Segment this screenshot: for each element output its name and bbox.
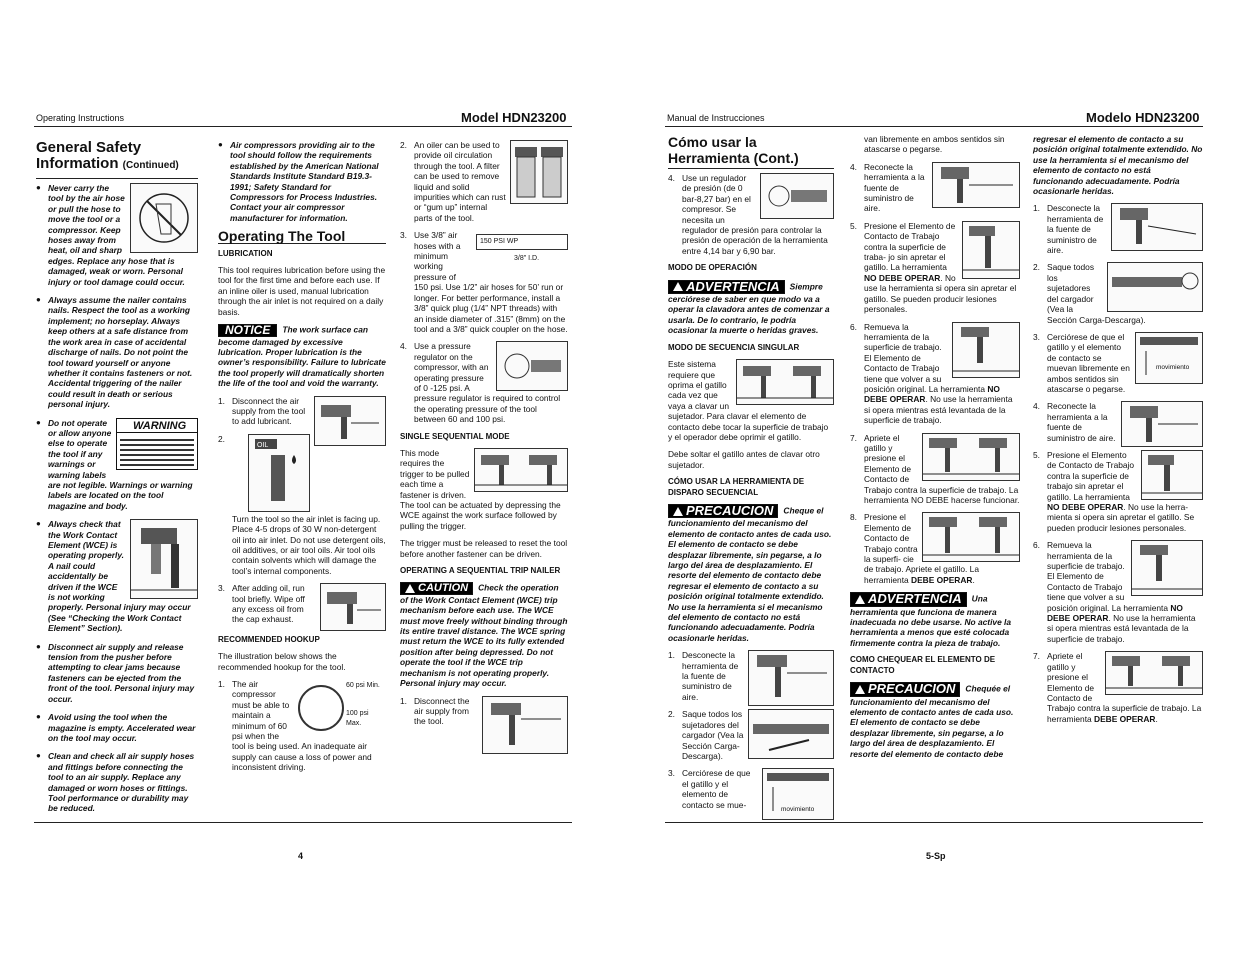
hookup-heading: RECOMMENDED HOOKUP (218, 634, 320, 644)
run-tool-figure (320, 583, 386, 631)
right-column-2 (850, 134, 1020, 766)
gauge-icon (298, 685, 344, 731)
caution-signal-label: CAUTION (400, 582, 473, 594)
notice-block: NOTICE The work surface can become damaged by excessive lubrication. Proper lubrication is the owner’s responsibility. Failure to lubricate the tool properly will dramatically shorten the life of the tool and void the warranty. (218, 323, 386, 389)
precaucion-continued: regresar el elemento de contacto a su posición original totalmente extendido. No use la herramienta si el mecanismo del elemento de contacto no está funcionando adecuadamente. Podría ocasionarle heridas. (1033, 134, 1203, 197)
como-chequear-heading: COMO CHEQUEAR EL ELEMENTO DE CONTACTO (850, 655, 996, 675)
general-safety-title: General Safety Information (Continued) (36, 139, 179, 172)
trigger-release-paragraph: The trigger must be released to reset the tool before another fastener can be driven. (400, 538, 568, 559)
movimiento-figure-1: movimiento (762, 768, 834, 820)
lubrication-heading: LUBRICATION (218, 248, 273, 258)
advertencia-signal-label: ADVERTENCIA (850, 592, 967, 606)
alert-triangle-icon (855, 595, 865, 604)
left-column-3 (400, 140, 568, 756)
remueva-step-6: 6. Remueva la herramienta de la superficie de trabajo. El Elemento de Contacto de Trabajo tiene que volver a su posición original. La herramienta NO DEBE OPERAR. No use la herramienta si opera mientras está levantada de la superficie de trabajo. (850, 322, 1020, 426)
desconecte-figure-2 (1111, 203, 1203, 251)
left-bottom-rule (34, 822, 572, 823)
single-sequential-paragraph: This mode requires the trigger to be pulled each time a fastener is driven. The tool can be actuated by depressing the WCE against the work surface followed by pulling the trigger. (400, 448, 568, 531)
hookup-step-3: 3. 150 PSI WP 3/8" I.D. Use 3/8” air hoses with a minimum working pressure of 150 psi. Use 1/2” air hoses for 50’ run or longer. For better performance, install a 3/8” quick plug (1/4” NPT threads) with an inside diameter of .315” (8mm) on the tool and a 3/8” quick coupler on the hose. (400, 230, 568, 334)
presione-step-5: 5. Presione el Elemento de Contacto de Trabajo contra la superficie de traba- jo sin apretar el gatillo. La herramienta NO DEBE OPERAR. No use la herramienta si opera sin apretar el gatillo. Se pueden producir lesiones personales. (850, 221, 1020, 315)
como-usar-secuencial-heading: CÓMO USAR LA HERRAMIENTA DE DISPARO SECUENCIAL (668, 477, 805, 497)
right-column-3 (1033, 134, 1203, 731)
saque-step-e2: 2. Saque todos los sujetadores del cargador (Vea la Sección Carga-Descarga). (1033, 262, 1203, 324)
cargador-figure (748, 709, 834, 759)
lubrication-paragraph: This tool requires lubrication before using the tool for the first time and before each use. If an inline oiler is used, manual lubrication through the air inlet is not required on a daily basis. (218, 265, 386, 317)
reconecte-step-e4: 4. Reconecte la herramienta a la fuente de suministro de aire. (1033, 401, 1203, 443)
warning-label-figure: ● WARNING (116, 418, 198, 470)
left-page-number: 4 (298, 851, 304, 861)
precaucion-block-1: PRECAUCION Cheque el funcionamiento del mecanismo del elemento de contacto antes de cada uso. El elemento de contacto se debe desplazar libremente, sin pegarse, a lo largo del área de desplazamiento. El resorte del elemento de contacto debe regresar el elemento de contacto a su posición original totalmente extendido. No use la herramienta si el mecanismo del elemento de contacto no está funcionando adecuadamente. Podría ocasionarle heridas. (668, 502, 832, 643)
soltar-gatillo-paragraph: Debe soltar el gatillo antes de clavar otro sujetador. (668, 449, 820, 470)
safety-bullet-2: ● Always assume the nailer contains nails. Respect the tool as a working implement; no horseplay. Always keep others at a safe distance from the work area in case of accidental discharge of nails. Do not point the tool toward yourself or anyone whether it contains fasteners or not. Accidental triggering of the nailer could result in death or serious personal injury. (36, 295, 198, 409)
desconecte-figure (748, 650, 834, 706)
oil-drops-figure: OIL (248, 434, 310, 512)
caution-block: CAUTION Check the operation of the Work Contact Element (WCE) trip mechanism before each use. The WCE must move freely without binding through its entire travel distance. The WCE spring must return the WCE to its fully extended position after being depressed. Do not operate the tool if the WCE trip mechanism is not operating properly. Personal injury may occur. (400, 582, 568, 689)
safety-bullet-4: ● Always check that the Work Contact Element (WCE) is operating properly. A nail could accidentally be driven if the WCE is not working properly. Personal injury may occur (See “Checking the Work Contact Element” Section). (36, 519, 198, 633)
alert-triangle-icon (120, 420, 130, 429)
reconecte-figure (932, 162, 1020, 208)
sequential-mode-figure (474, 448, 568, 492)
cerciorese-step-e3: 3. movimiento Cerciórese de que el gatillo y el elemento de contacto se muevan libremente en ambos sentidos sin atascarse o pegarse. (1033, 332, 1203, 394)
safety-bullet-1: ● Never carry the tool by the air hose or pull the hose to move the tool or a compressor. Keep hoses away from heat, oil and sharp edges. Replace any hose that is damaged, weak or worn. Personal injury or tool damage could occur. (36, 183, 198, 287)
regulador-figure (760, 173, 834, 219)
advertencia-block-1: ADVERTENCIA Siempre cerciórese de saber en que modo va a operar la clavadora antes de comenzar a usarla. De lo contrario, le podría ocasionar la muerte o heridas graves. (668, 278, 830, 336)
right-header-left: Manual de Instrucciones (667, 113, 765, 123)
presione-figure (962, 221, 1020, 279)
notice-signal-label: NOTICE (218, 324, 277, 336)
right-top-rule (665, 126, 1203, 127)
alert-triangle-icon (405, 584, 415, 593)
hookup-step-4: 4. Use a pressure regulator on the compressor, with an operating pressure of 0 -125 psi. A pressure regulator is required to control the operating pressure of the tool between 60 and 100 psi. (400, 341, 568, 424)
apriete-step-e7: 7. Apriete el gatillo y presione el Elemento de Contacto de Trabajo contra la superficie de trabajo. La herramienta DEBE OPERAR. (1033, 651, 1202, 724)
desconecte-step-1: 1. Desconecte la herramienta de la fuente de suministro de aire. (668, 650, 834, 702)
air-hose-figure: 150 PSI WP 3/8" I.D. (476, 230, 568, 274)
lub-step-3: 3. After adding oil, run tool briefly. Wipe off any excess oil from the cap exhaust. (218, 583, 386, 625)
safety-bullet-3: ● WARNING Do not operate or allow anyone else to operate the tool if any warnings or warning labels are not legible. Warnings or warning labels are located on the tool magazine and body. (36, 418, 198, 512)
precaucion-signal-label: PRECAUCION (668, 504, 778, 518)
compressor-standard-bullet: ● Air compressors providing air to the tool should follow the requirements established by the American National Standards Institute Standard B19.3-1991; Safety Standard for Compressors for Process Industries. Contact your air compressor manufacturer for information. (218, 140, 386, 223)
remueva-figure-2 (1131, 540, 1203, 596)
hookup-step-2: 2. An oiler can be used to provide oil circulation through the tool. A filter can be used to remove liquid and solid impurities which can rust or “gum up” internal parts of the tool. (400, 140, 568, 223)
movimiento-figure-2: movimiento (1135, 332, 1203, 384)
left-header-left: Operating Instructions (36, 113, 125, 123)
left-header-right: Model HDN23200 (461, 110, 567, 125)
disconnect-air-figure (482, 696, 568, 754)
pressure-gauge-figure: 60 psi Min. 100 psi Max. (294, 679, 386, 737)
safety-bullet-6: ● Avoid using the tool when the magazine is empty. Accelerated wear on the tool may occur. (36, 712, 198, 743)
hookup-paragraph: The illustration below shows the recommended hookup for the tool. (218, 651, 346, 672)
apriete-figure (922, 433, 1020, 481)
reconecte-step-4: 4. Reconecte la herramienta a la fuente de suministro de aire. (850, 162, 1020, 214)
hookup-step-1: 1. 60 psi Min. 100 psi Max. The air compressor must be able to maintain a minimum of 60 psi when the tool is being used. An inadequate air supply can cause a loss of power and inconsistent driving. (218, 679, 386, 773)
precaucion-block-2: PRECAUCION Chequée el funcionamiento del mecanismo del elemento de contacto antes de cada uso. El elemento de contacto se debe desplazar libremente, sin pegarse, a lo largo del área de desplazamiento. El resorte del elemento de contacto debe (850, 681, 1014, 759)
advertencia-signal-label: ADVERTENCIA (668, 280, 785, 294)
como-usar-title: Cómo usar la Herramienta (Cont.) (668, 134, 834, 169)
operating-sequential-heading: OPERATING A SEQUENTIAL TRIP NAILER (400, 566, 561, 576)
remueva-figure (952, 322, 1020, 378)
secuencia-singular-heading: MODO DE SECUENCIA SINGULAR (668, 342, 800, 352)
left-column-1 (36, 140, 198, 822)
precaucion-signal-label: PRECAUCION (850, 682, 960, 696)
apriete-step-7: 7. Apriete el gatillo y presione el Elemento de Contacto de Trabajo contra la superficie de trabajo. La herramienta NO DEBE hacerse funcionar. (850, 432, 1020, 505)
modo-operacion-heading: MODO DE OPERACIÓN (668, 263, 757, 273)
safety-bullet-7: ● Clean and check all air supply hoses and fittings before connecting the tool to an air supply. Replace any damaged or worn hoses or fittings. Tool performance or durability may be reduced. (36, 751, 198, 813)
remueva-step-e6: 6. Remueva la herramienta de la superficie de trabajo. El Elemento de Contacto de Trabajo tiene que volver a su posición original. La herramienta NO DEBE OPERAR. No use la herramienta si opera mientras está levantada de la superficie de trabajo. (1033, 540, 1203, 644)
single-sequential-heading: SINGLE SEQUENTIAL MODE (400, 431, 510, 441)
secuencia-paragraph: Este sistema requiere que oprima el gatillo cada vez que vaya a clavar un sujetador. Para clavar el elemento de contacto debe tocar la superficie de trabajo y el operador debe oprimir el gatillo. (668, 359, 834, 442)
cargador-figure-2 (1107, 262, 1203, 312)
presione-step-e5: 5. Presione el Elemento de Contacto de Trabajo contra la superficie de trabajo sin apretar el gatillo. La herramienta NO DEBE OPERAR. No use la herra-mienta si opera sin apretar el gatillo. Se pueden producir lesiones personales. (1033, 450, 1203, 533)
apriete-figure-2 (1105, 651, 1203, 695)
advertencia-block-2: ADVERTENCIA Una herramienta que funciona de manera inadecuada no debe usarse. No active la herramienta a menos que esté colocada firmemente contra la pieza de trabajo. (850, 591, 1012, 648)
alert-triangle-icon (855, 685, 865, 694)
cerciorese-step-3: 3. movimiento Cerciórese de que el gatillo y el elemento de contacto se mue- (668, 768, 834, 810)
right-page-number: 5-Sp (926, 851, 946, 861)
presione-apriete-figure (922, 512, 1020, 562)
left-column-2 (218, 140, 386, 780)
saque-step-2: 2. Saque todos los sujetadores del cargador (Vea la Sección Carga-Descarga). (668, 709, 834, 761)
secuencia-figure (736, 359, 834, 405)
lub-step-2: 2. OIL Turn the tool so the air inlet is facing up. Place 4-5 drops of 30 W non-detergent oil into air inlet. Do not use detergent oils, oil additives, or air tool oils. Air tool oils contain solvents which will damage the tool’s internal components. (218, 433, 386, 576)
alert-triangle-icon (673, 282, 683, 291)
safety-bullet-5: ● Disconnect air supply and release tension from the pusher before attempting to clear jams because fasteners can be ejected from the front of the tool. Personal injury may occur. (36, 642, 198, 704)
mueven-continued: van libremente en ambos sentidos sin atascarse o pegarse. (864, 134, 1005, 155)
oiler-filter-figure (510, 140, 568, 204)
presione-figure-2 (1141, 450, 1203, 500)
left-top-rule (34, 126, 572, 127)
right-column-1 (668, 134, 834, 822)
disconnect-step-1: 1. Disconnect the air supply from the tool. (400, 696, 568, 727)
alert-triangle-icon (673, 507, 683, 516)
regulator-step-4: 4. Use un regulador de presión (de 0 bar-8,27 bar) en el compresor. Se necesita un regulador de presión para controlar la presión de operación de la herramienta entre 4,14 bar y 6,90 bar. (668, 173, 834, 256)
desconecte-step-e1: 1. Desconecte la herramienta de la fuente de suministro de aire. (1033, 203, 1203, 255)
presione-step-8: 8. Presione el Elemento de Contacto de Trabajo contra la superfi- cie de trabajo. Apriete el gatillo. La herramienta DEBE OPERAR. (850, 512, 1020, 585)
wce-nailer-figure (130, 519, 198, 599)
regulator-figure (496, 341, 568, 391)
right-header-right: Modelo HDN23200 (1086, 110, 1200, 125)
hose-carry-figure (130, 183, 198, 253)
operating-tool-title: Operating The Tool (218, 231, 386, 243)
reconecte-figure-2 (1121, 401, 1203, 447)
lub-step-1: 1. Disconnect the air supply from the tool to add lubricant. (218, 396, 386, 427)
